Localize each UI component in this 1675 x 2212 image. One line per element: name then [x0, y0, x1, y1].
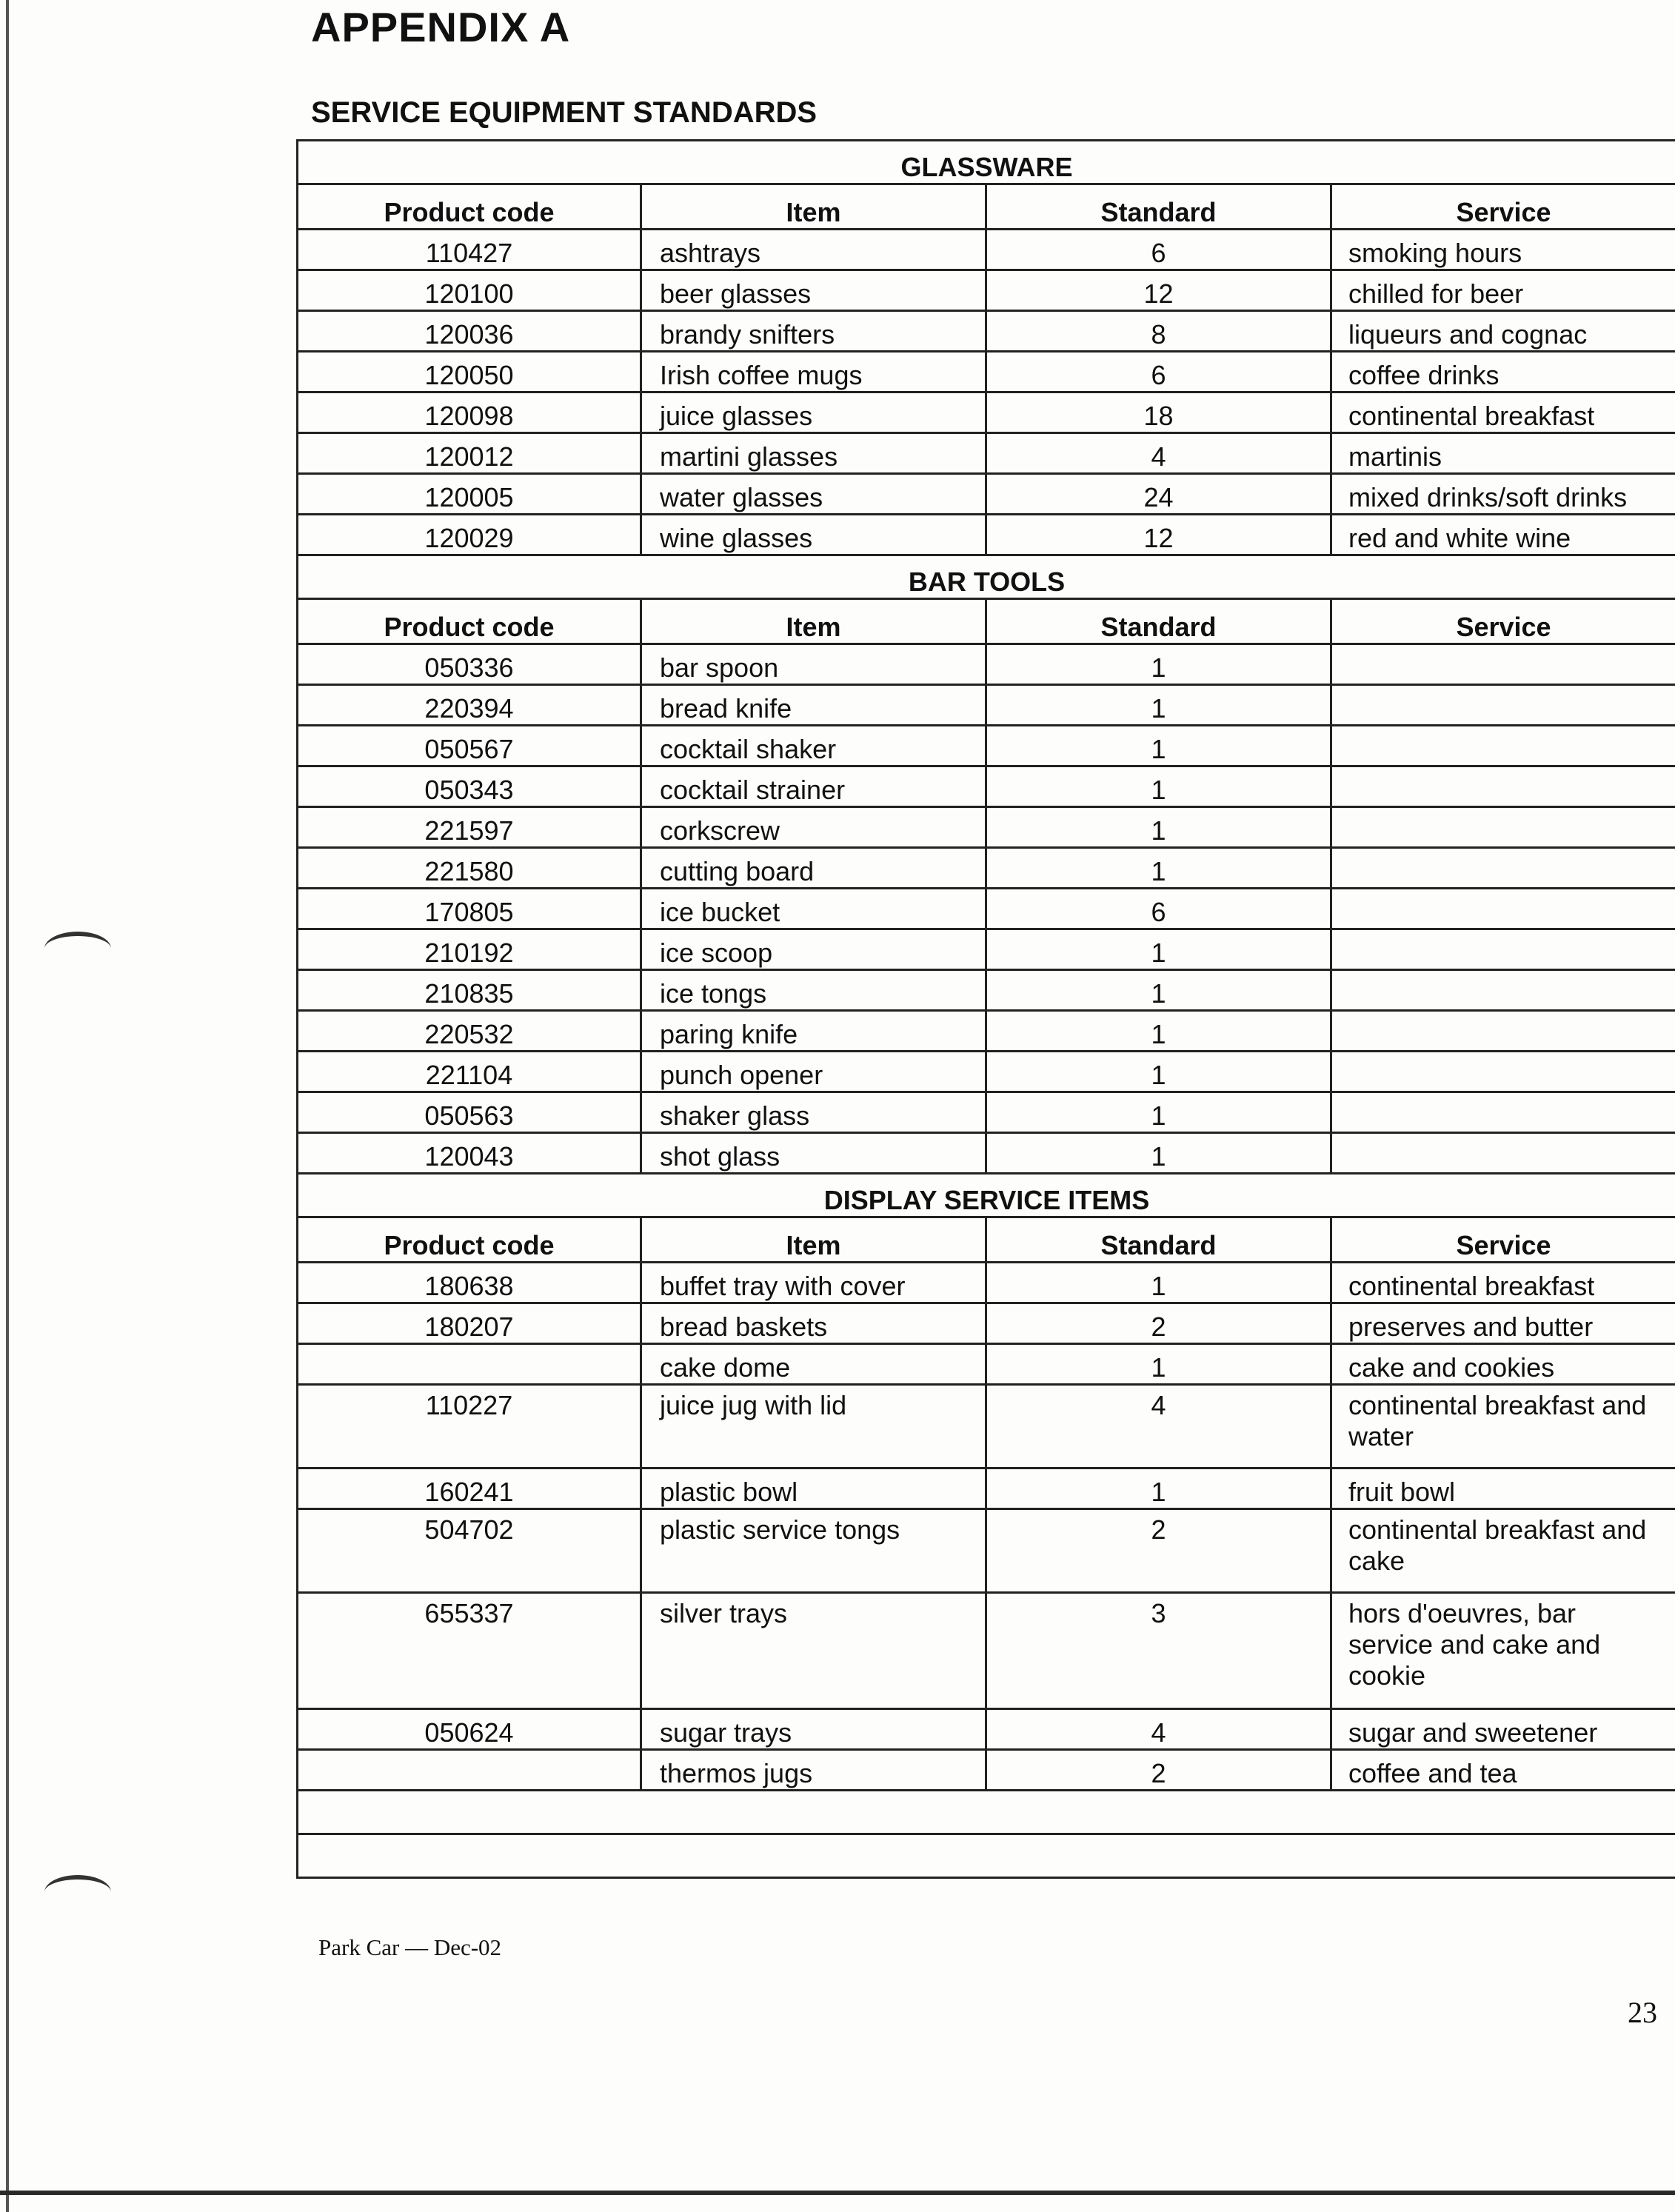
column-header: Product code — [298, 599, 641, 644]
service-cell — [1331, 1092, 1675, 1133]
service-cell: hors d'oeuvres, bar service and cake and cookie — [1331, 1593, 1675, 1709]
table-row — [298, 1750, 1675, 1791]
service-cell — [1331, 889, 1675, 929]
section-header-row — [298, 1174, 1675, 1217]
standard-cell: 1 — [986, 766, 1331, 807]
item-cell: punch opener — [641, 1052, 986, 1092]
column-header: Service — [1331, 184, 1675, 230]
punch-hole-mark — [44, 932, 111, 966]
standard-cell: 1 — [986, 1011, 1331, 1052]
table-row — [298, 726, 1675, 766]
standard-cell: 1 — [986, 1052, 1331, 1092]
standard-cell: 2 — [986, 1303, 1331, 1344]
standard-cell: 1 — [986, 1468, 1331, 1509]
table-row — [298, 1709, 1675, 1750]
table-row — [298, 1133, 1675, 1174]
standard-cell: 24 — [986, 474, 1331, 515]
item-cell: water glasses — [641, 474, 986, 515]
product-code-cell: 220394 — [298, 685, 641, 726]
table-row — [298, 1468, 1675, 1509]
table-row — [298, 685, 1675, 726]
service-cell: continental breakfast and water — [1331, 1385, 1675, 1468]
product-code-cell: 110427 — [298, 230, 641, 270]
product-code-cell: 220532 — [298, 1011, 641, 1052]
service-cell: chilled for beer — [1331, 270, 1675, 311]
page-subtitle: SERVICE EQUIPMENT STANDARDS — [311, 96, 818, 129]
product-code-cell: 170805 — [298, 889, 641, 929]
standard-cell: 4 — [986, 433, 1331, 474]
table-row — [298, 807, 1675, 848]
item-cell: ice bucket — [641, 889, 986, 929]
item-cell: buffet tray with cover — [641, 1263, 986, 1303]
table-row — [298, 352, 1675, 392]
service-cell: mixed drinks/soft drinks — [1331, 474, 1675, 515]
table-row — [298, 270, 1675, 311]
column-header-row — [298, 1217, 1675, 1263]
section-header-row — [298, 555, 1675, 599]
item-cell: martini glasses — [641, 433, 986, 474]
section-title: DISPLAY SERVICE ITEMS — [298, 1174, 1675, 1217]
product-code-cell: 050624 — [298, 1709, 641, 1750]
item-cell: cutting board — [641, 848, 986, 889]
product-code-cell: 180207 — [298, 1303, 641, 1344]
standard-cell: 6 — [986, 352, 1331, 392]
item-cell: ashtrays — [641, 230, 986, 270]
table-row — [298, 311, 1675, 352]
service-cell: continental breakfast and cake — [1331, 1509, 1675, 1593]
service-cell: red and white wine — [1331, 515, 1675, 555]
page-edge — [6, 0, 9, 2212]
service-cell — [1331, 1133, 1675, 1174]
empty-cell — [298, 1834, 1675, 1878]
table-row — [298, 433, 1675, 474]
table-row — [298, 474, 1675, 515]
product-code-cell: 120005 — [298, 474, 641, 515]
column-header: Item — [641, 184, 986, 230]
column-header-row — [298, 184, 1675, 230]
standard-cell: 1 — [986, 1344, 1331, 1385]
empty-row — [298, 1834, 1675, 1878]
item-cell: wine glasses — [641, 515, 986, 555]
empty-row — [298, 1791, 1675, 1834]
service-cell — [1331, 848, 1675, 889]
table-row — [298, 1385, 1675, 1468]
item-cell: ice scoop — [641, 929, 986, 970]
standard-cell: 1 — [986, 848, 1331, 889]
column-header: Product code — [298, 1217, 641, 1263]
service-cell — [1331, 1011, 1675, 1052]
standard-cell: 1 — [986, 929, 1331, 970]
page-title: APPENDIX A — [311, 4, 571, 50]
product-code-cell: 210835 — [298, 970, 641, 1011]
table-row — [298, 1344, 1675, 1385]
standard-cell: 1 — [986, 1133, 1331, 1174]
service-cell: martinis — [1331, 433, 1675, 474]
item-cell: juice glasses — [641, 392, 986, 433]
item-cell: sugar trays — [641, 1709, 986, 1750]
product-code-cell: 120043 — [298, 1133, 641, 1174]
product-code-cell: 504702 — [298, 1509, 641, 1593]
item-cell: shaker glass — [641, 1092, 986, 1133]
column-header: Item — [641, 1217, 986, 1263]
service-cell: continental breakfast — [1331, 1263, 1675, 1303]
product-code-cell — [298, 1750, 641, 1791]
standard-cell: 6 — [986, 889, 1331, 929]
column-header-row — [298, 599, 1675, 644]
column-header: Standard — [986, 599, 1331, 644]
item-cell: ice tongs — [641, 970, 986, 1011]
standard-cell: 12 — [986, 270, 1331, 311]
item-cell: shot glass — [641, 1133, 986, 1174]
item-cell: thermos jugs — [641, 1750, 986, 1791]
column-header: Service — [1331, 599, 1675, 644]
item-cell: bread knife — [641, 685, 986, 726]
table-row — [298, 1263, 1675, 1303]
product-code-cell: 120098 — [298, 392, 641, 433]
standard-cell: 3 — [986, 1593, 1331, 1709]
service-cell: sugar and sweetener — [1331, 1709, 1675, 1750]
standard-cell: 1 — [986, 1092, 1331, 1133]
product-code-cell: 120050 — [298, 352, 641, 392]
service-cell: smoking hours — [1331, 230, 1675, 270]
standard-cell: 6 — [986, 230, 1331, 270]
service-cell — [1331, 726, 1675, 766]
standard-cell: 18 — [986, 392, 1331, 433]
product-code-cell — [298, 1344, 641, 1385]
table-row — [298, 1092, 1675, 1133]
bottom-rule — [0, 2191, 1675, 2195]
service-cell — [1331, 807, 1675, 848]
standard-cell: 2 — [986, 1509, 1331, 1593]
service-cell: preserves and butter — [1331, 1303, 1675, 1344]
standard-cell: 1 — [986, 970, 1331, 1011]
standard-cell: 1 — [986, 726, 1331, 766]
item-cell: Irish coffee mugs — [641, 352, 986, 392]
service-cell: liqueurs and cognac — [1331, 311, 1675, 352]
product-code-cell: 210192 — [298, 929, 641, 970]
service-cell: coffee and tea — [1331, 1750, 1675, 1791]
product-code-cell: 050567 — [298, 726, 641, 766]
product-code-cell: 050343 — [298, 766, 641, 807]
product-code-cell: 221597 — [298, 807, 641, 848]
standard-cell: 1 — [986, 1263, 1331, 1303]
equipment-table-container — [296, 139, 1675, 1879]
table-row — [298, 230, 1675, 270]
standard-cell: 8 — [986, 311, 1331, 352]
service-cell — [1331, 1052, 1675, 1092]
item-cell: silver trays — [641, 1593, 986, 1709]
standard-cell: 1 — [986, 644, 1331, 685]
item-cell: cocktail shaker — [641, 726, 986, 766]
punch-hole-mark — [44, 1875, 111, 1909]
product-code-cell: 120100 — [298, 270, 641, 311]
table-row — [298, 1509, 1675, 1593]
standard-cell: 2 — [986, 1750, 1331, 1791]
item-cell: juice jug with lid — [641, 1385, 986, 1468]
table-row — [298, 848, 1675, 889]
standard-cell: 12 — [986, 515, 1331, 555]
product-code-cell: 655337 — [298, 1593, 641, 1709]
product-code-cell: 120012 — [298, 433, 641, 474]
service-cell — [1331, 766, 1675, 807]
product-code-cell: 221580 — [298, 848, 641, 889]
product-code-cell: 221104 — [298, 1052, 641, 1092]
product-code-cell: 180638 — [298, 1263, 641, 1303]
product-code-cell: 160241 — [298, 1468, 641, 1509]
service-cell: cake and cookies — [1331, 1344, 1675, 1385]
item-cell: bar spoon — [641, 644, 986, 685]
column-header: Item — [641, 599, 986, 644]
table-row — [298, 644, 1675, 685]
standard-cell: 1 — [986, 685, 1331, 726]
item-cell: beer glasses — [641, 270, 986, 311]
service-cell: coffee drinks — [1331, 352, 1675, 392]
service-cell — [1331, 644, 1675, 685]
table-row — [298, 392, 1675, 433]
equipment-table — [296, 139, 1675, 1879]
item-cell: cocktail strainer — [641, 766, 986, 807]
table-row — [298, 929, 1675, 970]
column-header: Standard — [986, 1217, 1331, 1263]
column-header: Product code — [298, 184, 641, 230]
section-title: BAR TOOLS — [298, 555, 1675, 599]
column-header: Standard — [986, 184, 1331, 230]
section-header-row — [298, 141, 1675, 184]
product-code-cell: 050336 — [298, 644, 641, 685]
item-cell: plastic service tongs — [641, 1509, 986, 1593]
item-cell: brandy snifters — [641, 311, 986, 352]
table-row — [298, 1593, 1675, 1709]
table-row — [298, 1011, 1675, 1052]
service-cell — [1331, 929, 1675, 970]
table-row — [298, 970, 1675, 1011]
service-cell — [1331, 970, 1675, 1011]
product-code-cell: 120036 — [298, 311, 641, 352]
item-cell: paring knife — [641, 1011, 986, 1052]
table-row — [298, 1052, 1675, 1092]
footer-note: Park Car — Dec-02 — [318, 1934, 502, 1960]
item-cell: plastic bowl — [641, 1468, 986, 1509]
section-title: GLASSWARE — [298, 141, 1675, 184]
standard-cell: 1 — [986, 807, 1331, 848]
standard-cell: 4 — [986, 1385, 1331, 1468]
table-row — [298, 1303, 1675, 1344]
item-cell: cake dome — [641, 1344, 986, 1385]
table-row — [298, 515, 1675, 555]
product-code-cell: 050563 — [298, 1092, 641, 1133]
product-code-cell: 110227 — [298, 1385, 641, 1468]
table-row — [298, 766, 1675, 807]
item-cell: bread baskets — [641, 1303, 986, 1344]
item-cell: corkscrew — [641, 807, 986, 848]
table-row — [298, 889, 1675, 929]
product-code-cell: 120029 — [298, 515, 641, 555]
service-cell: fruit bowl — [1331, 1468, 1675, 1509]
empty-cell — [298, 1791, 1675, 1834]
service-cell — [1331, 685, 1675, 726]
page-number: 23 — [1628, 1996, 1657, 2029]
column-header: Service — [1331, 1217, 1675, 1263]
standard-cell: 4 — [986, 1709, 1331, 1750]
service-cell: continental breakfast — [1331, 392, 1675, 433]
